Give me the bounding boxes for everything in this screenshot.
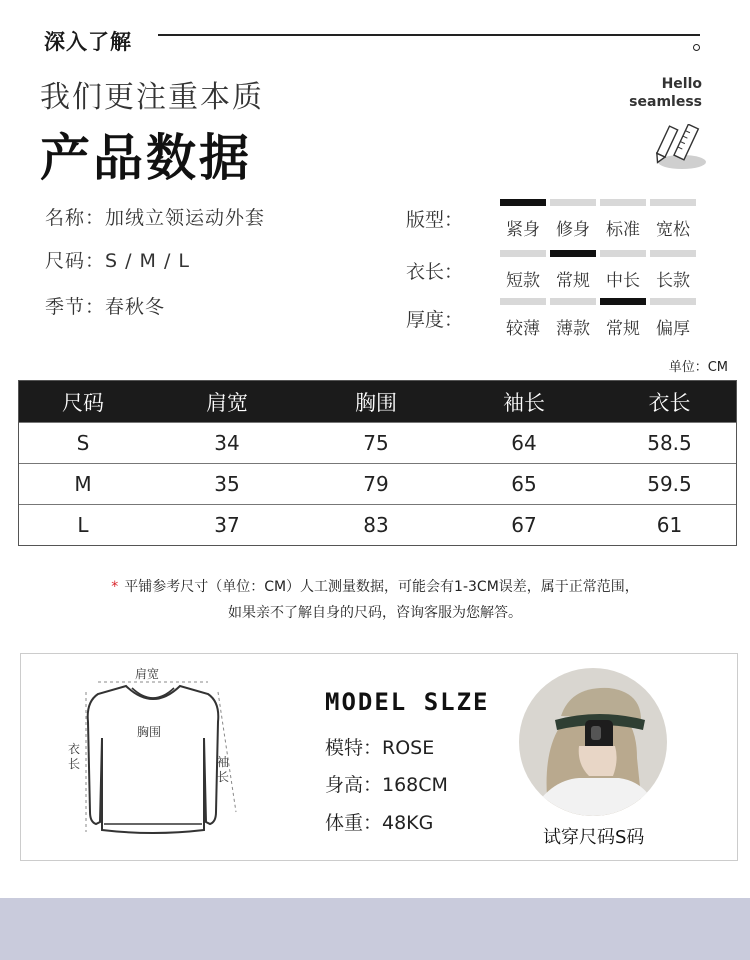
model-height: 身高：168CM [325,774,448,796]
table-cell: 61 [656,513,683,537]
length-scale [500,250,696,290]
table-cell: 35 [214,472,240,496]
thickness-label: 厚度： [406,309,464,331]
thickness-option: 常规 [600,298,646,339]
scale-bar [550,199,596,206]
table-cell: 59.5 [647,472,692,496]
size-table [18,380,737,546]
length-option: 短款 [500,250,546,291]
scale-bar [650,199,696,206]
scale-bar [500,250,546,257]
product-name: 名称：加绒立领运动外套 [45,207,266,229]
table-header-row [19,381,736,422]
model-size-title: MODEL SLZE [325,688,490,716]
model-weight: 体重：48KG [325,812,434,834]
table-cell: 64 [511,431,537,455]
header-dot [693,44,700,51]
photo-caption: 试穿尺码S码 [543,827,645,848]
length-option: 常规 [550,250,596,291]
fit-option: 修身 [550,199,596,240]
note-text: 平铺参考尺寸（单位：CM）人工测量数据，可能会有1-3CM误差，属于正常范围， [124,579,639,595]
scale-bar [500,199,546,206]
product-season: 季节：春秋冬 [45,296,166,318]
scale-bar [650,250,696,257]
fit-label: 版型： [406,209,464,231]
column-header: 尺码 [62,390,104,415]
scale-bar [600,199,646,206]
scale-bar [600,250,646,257]
column-header: 肩宽 [206,390,248,415]
scale-bar [550,298,596,305]
service-note: 如果亲不了解自身的尺码，咨询客服为您解答。 [228,605,522,621]
diagram-label-sleeve: 袖长 [217,755,230,784]
thickness-scale [500,298,696,338]
table-cell: 67 [511,513,537,537]
section-heading: 深入了解 [44,30,132,54]
length-option: 中长 [600,250,646,291]
column-header: 袖长 [503,390,545,415]
table-row [19,422,736,463]
thickness-option: 较薄 [500,298,546,339]
scale-bar [550,250,596,257]
bottom-band [0,898,750,960]
model-name: 模特：ROSE [325,737,435,759]
table-cell: 65 [511,472,537,496]
diagram-label-chest: 胸围 [137,725,162,739]
fit-option: 标准 [600,199,646,240]
table-cell: S [76,431,90,455]
fit-scale [500,199,696,239]
hello-tagline [629,75,702,111]
scale-bar [650,298,696,305]
table-cell: 58.5 [647,431,692,455]
diagram-label-shoulder: 肩宽 [135,667,160,681]
table-cell: 83 [363,513,389,537]
fit-option: 宽松 [650,199,696,240]
unit-label: 单位：CM [668,360,728,375]
product-sizes: 尺码：S / M / L [45,250,191,272]
seamless-text: seamless [629,94,702,110]
thickness-option: 偏厚 [650,298,696,339]
asterisk-icon: * [111,579,119,595]
table-cell: L [77,513,89,537]
fit-option: 紧身 [500,199,546,240]
length-label: 衣长： [406,261,464,283]
column-header: 衣长 [648,390,691,415]
table-cell: 79 [363,472,389,496]
page-title: 产品数据 [40,129,252,187]
table-cell: 75 [363,431,389,455]
hello-text: Hello [661,76,702,92]
column-header: 胸围 [355,390,397,415]
header-divider [158,34,700,36]
measurement-note [0,576,750,596]
table-cell: M [74,472,92,496]
thickness-option: 薄款 [550,298,596,339]
page-subtitle: 我们更注重本质 [40,80,264,115]
diagram-label-length: 衣长 [68,742,81,771]
pencil-ruler-icon [650,124,710,174]
table-row [19,504,736,545]
table-cell: 34 [214,431,240,455]
scale-bar [600,298,646,305]
table-cell: 37 [214,513,240,537]
model-photo [519,668,667,816]
length-option: 长款 [650,250,696,291]
table-row [19,463,736,504]
scale-bar [500,298,546,305]
